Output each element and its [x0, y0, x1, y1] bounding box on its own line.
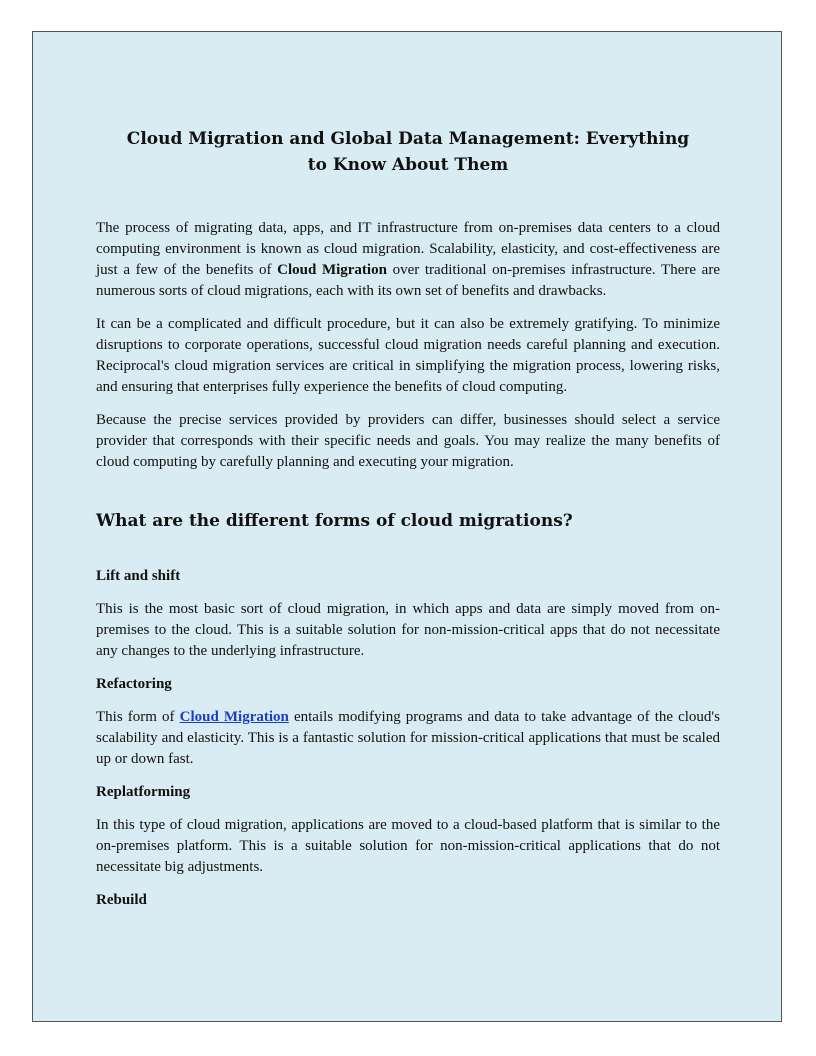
cloud-migration-link[interactable]: Cloud Migration: [179, 709, 289, 725]
paragraph-replatforming: In this type of cloud migration, applications are moved to a cloud-based platform that is similar to the on-premises platform. This is a suitable solution for non-mission-critical applications that do not necessitate big adjustments.: [96, 817, 720, 875]
refactoring-text-start: This form of: [96, 709, 180, 725]
subheading-rebuild: Rebuild: [96, 892, 147, 908]
intro-p1-bold-term: Cloud Migration: [277, 262, 387, 278]
section-heading: What are the different forms of cloud migrations?: [96, 511, 573, 531]
subheading-lift-and-shift: Lift and shift: [96, 568, 181, 584]
intro-p1-text-end: over traditional on-premises infrastructure. There are numerous sorts of cloud migrations, each with its own set of benefits and drawbacks.: [96, 262, 720, 299]
document-title: Cloud Migration and Global Data Management: Everything to Know About Them: [126, 129, 690, 175]
subheading-refactoring: Refactoring: [96, 676, 172, 692]
intro-paragraph-1: [96, 218, 720, 302]
intro-paragraph-3: Because the precise services provided by providers can differ, businesses should select a service provider that corresponds with their specific needs and goals. You may realize the many benefits of cloud computing by carefully planning and executing your migration.: [96, 412, 720, 470]
subheading-replatforming: Replatforming: [96, 784, 191, 800]
intro-p1-text-start: The process of migrating data, apps, and IT infrastructure from on-premises data centers to a cloud computing environment is known as cloud migration. Scalability, elasticity, and cost-effectiveness are just a few of the benefits of: [96, 220, 720, 278]
paragraph-lift-and-shift: This is the most basic sort of cloud migration, in which apps and data are simply moved from on-premises to the cloud. This is a suitable solution for non-mission-critical apps that do not necessitate any changes to the underlying infrastructure.: [96, 601, 720, 659]
refactoring-text-end: entails modifying programs and data to take advantage of the cloud's scalability and elasticity. This is a fantastic solution for mission-critical applications that must be scaled up or down fast.: [96, 709, 720, 767]
document-body: [96, 126, 720, 911]
paragraph-refactoring: [96, 707, 720, 770]
intro-paragraph-2: It can be a complicated and difficult procedure, but it can also be extremely gratifying. To minimize disruptions to corporate operations, successful cloud migration needs careful planning and execution. Reciprocal's cloud migration services are critical in simplifying the migration process, lowering risks, and ensuring that enterprises fully experience the benefits of cloud computing.: [96, 316, 720, 395]
